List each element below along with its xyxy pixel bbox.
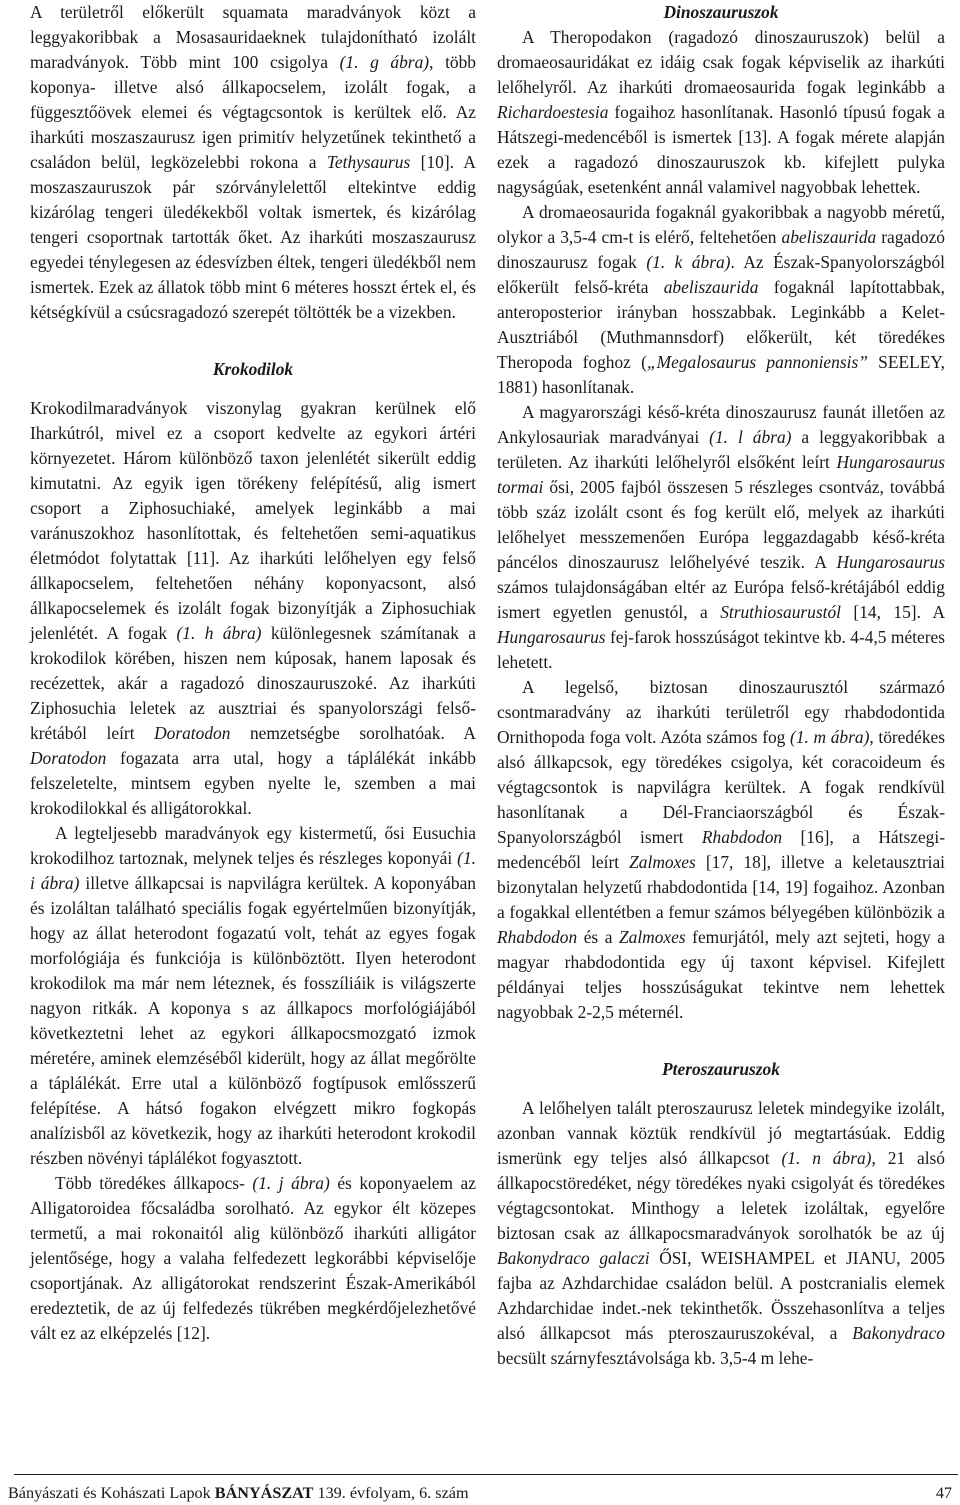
right-column	[497, 0, 945, 1371]
footer-divider	[14, 1474, 958, 1475]
paragraph-abeliszaurida: A dromaeosaurida fogaknál gyakoribbak a nagyobb méretű, olykor a 3,5-4 cm-t is elérő, feltehetően abeliszaurida ragadozó dinoszaurusz fogak (1. k ábra). Az Észak-Spanyolországból előkerült felső-kréta abeliszaurida fogaknál lapítottabbak, anteroposterior irányban hosszabbak. Leginkább a Kelet-Ausztriából (Muthmannsdorf) előkerült, két töredékes Theropoda foghoz („Megalosaurus pannoniensis” SEELEY, 1881) hasonlítanak.	[497, 202, 945, 397]
paragraph-theropoda: A Theropodakon (ragadozó dinoszauruszok) belül a dromaeosauridákat ez idáig csak fogak képviselik az iharkúti lelőhelyről. Az iharkúti dromaeosaurida fogak leginkább a Richardoestesia fogaihoz hasonlítanak. Hasonló típusú fogak a Hátszegi-medencéből is ismertek [13]. A fogak mérete alapján ezek a ragadozó dinoszauruszok kb. kifejlett pulyka nagyságúak, esetenként annál valamivel nagyobbak lehettek.	[497, 27, 945, 197]
paragraph-alligatoroidea: Több töredékes állkapocs- (1. j ábra) és koponyaelem az Alligatoroidea főcsaládba sorolható. Az egykor élt közepes termetű, a mai rokonaitól alig különböző iharkúti alligátor jelentősége, hogy a valaha felfedezett legkorábbi képviselője csoportjának. Az alligátorokat rendszerint Észak-Amerikából eredeztetik, de az új felfedezés tükrében megkérdőjelezhetővé vált ez az elképzelés [12].	[30, 1173, 476, 1343]
footer-journal-info	[8, 1483, 469, 1503]
paragraph-rhabdodontida: A legelső, biztosan dinoszaurusztól származó csontmaradvány az iharkúti területről egy rhabdodontida Ornithopoda foga volt. Azóta számos fog (1. m ábra), töredékes alsó állkapcsok, egy töredékes csigolya, két coracoideum és végtagcsontok is napvilágra kerültek. A fogak rendkívül hasonlítanak a Dél-Franciaországból és Észak-Spanyolországból ismert Rhabdodon [16], a Hátszegi-medencéből leírt Zalmoxes [17, 18], illetve a keletausztriai bizonytalan helyzetű rhabdodontida [14, 19] fogaihoz. Azonban a fogakkal ellentétben a femur számos bélyegében különbözik a Rhabdodon és a Zalmoxes femurjától, mely azt sejteti, hogy a magyar rhabdodontida egy új taxont képvisel. Kifejlett példányai teljes hosszúságukat tekintve nem lehettek nagyobbak 2-2,5 méternél.	[497, 677, 946, 1022]
footer-journal-name: Bányászati és Kohászati Lapok	[8, 1484, 211, 1502]
paragraph-krokodil-intro: Krokodilmaradványok viszonylag gyakran kerülnek elő Iharkútról, mivel ez a csoport kedvelte az egykori ártéri környezetet. Három különböző taxon jelenlétét sikerült eddig kimutatni. Az egyik igen törékeny felépítésű, alig ismert csoport a Ziphosuchiaké, amelyek leginkább a mai varánuszokhoz hasonlítottak, és feltehetően semi-aquatikus életmódot folytattak [11]. Az iharkúti lelőhelyen egy felső állkapocselem, feltehetően néhány koponyacsont, alsó állkapocselemek és izolált fogak bizonyítják a Ziphosuchiak jelenlétét. A fogak (1. h ábra) különlegesnek számítanak a krokodilok körében, hiszen nem kúposak, hanem laposak és recézettek, akár a ragadozó dinoszauruszoké. Az iharkúti Ziphosuchia leletek az ausztriai és spanyolországi felső-krétából leírt Doratodon nemzetségbe sorolhatóak. A Doratodon fogazata arra utal, hogy a táplálékát inkább felszeletelte, mintsem egyben nyelte le, szemben a mai krokodilokkal és alligátorokkal.	[30, 398, 476, 818]
paragraph-ankylosauria: A magyarországi késő-kréta dinoszaurusz faunát illetően az Ankylosauriak maradványai (1. l ábra) a leggyakoribbak a területen. Az iharkúti lelőhelyről elsőként leírt Hungarosaurus tormai ősi, 2005 fajból összesen 5 részleges csontváz, továbbá több száz izolált csont és fog került elő, melyek az iharkúti lelőhelyet messzemenően Európa leggazdagabb késő-kréta páncélos dinoszaurusz lelőhelyévé teszik. A Hungarosaurus számos tulajdonságában eltér az Európa felső-krétájából eddig ismert egyetlen genustól, a Struthiosaurustól [14, 15]. A Hungarosaurus fej-farok hosszúságot tekintve kb. 4-4,5 méteres lehetett.	[497, 402, 945, 672]
footer-journal-bold: BÁNYÁSZAT	[214, 1484, 314, 1502]
page-number: 47	[935, 1484, 952, 1502]
footer-issue: 139. évfolyam, 6. szám	[317, 1484, 469, 1502]
heading-pteroszauruszok: Pteroszauruszok	[662, 1059, 780, 1079]
heading-krokodilok: Krokodilok	[212, 359, 294, 379]
paragraph-eusuchia: A legteljesebb maradványok egy kistermetű, ősi Eusuchia krokodilhoz tartoznak, melynek teljes és részleges koponyái (1. i ábra) illetve állkapcsai is napvilágra kerültek. A koponyában és izoláltan található speciális fogak egyértelműen bizonyítják, hogy az állat heterodont fogazatú volt, tehát az egyes fogak morfológiája és funkciója is különböztött. Ilyen heterodont krokodilok ma már nem léteznek, és fosszíliáik is világszerte nagyon ritkák. A koponya s az állkapocs morfológiájából következtetni lehet az egykori állkapocsmozgató izmok méretére, aminek elemzéséből kiderült, hogy az állat megőrölte a táplálékát. Erre utal a különböző fogtípusok emlősszerű felépítése. A hátsó fogakon elvégzett mikro fogkopás analízisből az következik, hogy az iharkúti heterodont krokodil részben növényi táplálékot fogyasztott.	[30, 823, 476, 1168]
left-column	[30, 0, 476, 1346]
paragraph-squamata: A területről előkerült squamata maradványok közt a leggyakoribbak a Mosasauridaeknek tulajdonítható izolált maradványok. Több mint 100 csigolya (1. g ábra), több koponya- illetve alsó állkapocselem, izolált fogak, a függesztőövek elemei és végtagcsontok is kerültek elő. Az iharkúti moszaszaurusz igen primitív helyzetűnek tekinthető a családon belül, legközelebbi rokona a Tethysaurus [10]. A moszaszauruszok pár szórványlelettől eltekintve eddig kizárólag tengeri üledékekből voltak ismertek, és kizárólag tengeri csoportnak tartották őket. Az iharkúti moszaszaurusz egyedei ténylegesen az édesvízben éltek, tengeri üledékből nem ismertek. Ezek az állatok több mint 6 méteres hosszt értek el, és kétségkívül a csúcsragadozó szerepét töltötték be a vizekben.	[30, 2, 476, 322]
paragraph-pteroszaurusz: A lelőhelyen talált pteroszaurusz leletek mindegyike izolált, azonban vannak köztük rendkívül jó megtartásúak. Eddig ismerünk egy teljes alsó állkapcsot (1. n ábra), 21 alsó állkapocstöredéket, négy töredékes nyaki csigolyát és töredékes végtagcsontokat. Minthogy a leletek izoláltak, egyelőre biztosan csak az állkapocsmaradványok sorolhatók be az új Bakonydraco galaczi ŐSI, WEISHAMPEL et JIANU, 2005 fajba az Azhdarchidae családon belül. A postcranialis elemek Azhdarchidae indet.-nek tekinthetők. Összehasonlítva a teljes alsó állkapcsot más pteroszauruszokéval, a Bakonydraco becsült szárnyfesztávolsága kb. 3,5-4 m lehe-	[497, 1098, 945, 1368]
heading-dinoszauruszok: Dinoszauruszok	[663, 2, 779, 22]
